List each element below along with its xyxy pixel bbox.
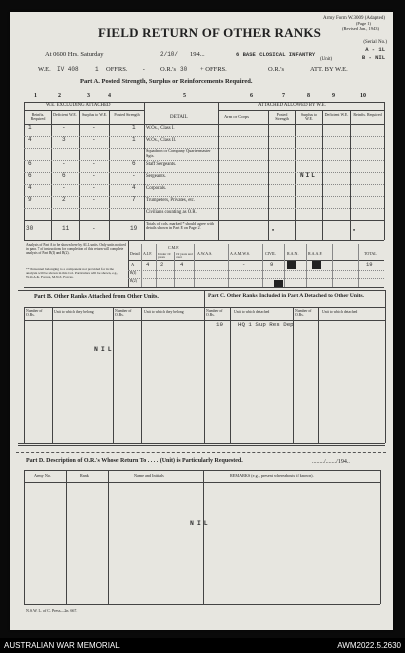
analysis-cmf-over19: 19 years and over	[176, 252, 193, 260]
redaction-mark	[312, 261, 321, 269]
cell-posted: 1	[132, 124, 136, 131]
cell-surplus: -	[92, 196, 96, 203]
part-d-head-army-no: Army No.	[34, 473, 51, 478]
army-form-line1: Army Form W.3009 (Adapted)	[323, 16, 385, 21]
analysis-col	[306, 244, 307, 287]
cell-deficient: 2	[62, 196, 66, 203]
row-rule	[24, 208, 384, 209]
redaction-mark	[287, 261, 296, 269]
cell-deficient: -	[62, 124, 66, 131]
head-deficient: Deficient W.E.	[53, 112, 77, 117]
cell-surplus: -	[92, 124, 96, 131]
part-b-head-unit: Unit to which they belong	[54, 310, 94, 314]
head-surplus-att: Surplus to W.E.	[300, 112, 318, 121]
row-rule	[24, 160, 384, 161]
analysis-divider	[128, 240, 129, 287]
cell-surplus: -	[92, 172, 96, 179]
part-b-c-head-top	[24, 307, 385, 308]
analysis-col	[332, 244, 333, 287]
analysis-col	[156, 244, 157, 287]
total-marker: •	[353, 228, 356, 234]
part-b-col	[24, 307, 25, 443]
part-b-col	[141, 307, 142, 443]
analysis-col	[228, 244, 229, 287]
form-sheet	[10, 12, 393, 630]
ors-label: O.R.'s	[160, 66, 176, 73]
table-a-col-divider	[295, 110, 296, 240]
col-number-2: 2	[58, 93, 61, 99]
part-d-bottom-rule	[24, 604, 380, 605]
col-number-6: 6	[250, 93, 253, 99]
ors-value: -	[142, 66, 146, 73]
total-surplus: -	[92, 225, 96, 232]
col-number-4: 4	[108, 93, 111, 99]
attached-nil: NIL	[300, 172, 317, 179]
analysis-col	[174, 252, 175, 287]
we-label: W.E.	[38, 66, 51, 73]
table-a-col-divider	[109, 110, 110, 240]
analysis-head-total: TOTAL	[364, 251, 377, 256]
cell-deficient: 3	[62, 136, 66, 143]
att-label: ATT. BY W.E.	[310, 66, 348, 73]
analysis-head-detail: Detail	[130, 251, 140, 256]
row-rule	[24, 196, 384, 197]
cell-reinfts: 4	[28, 136, 32, 143]
part-c-entry-unit: HQ 1 Sup Res Dep	[238, 321, 294, 328]
part-a-title: Part A. Posted Strength, Surplus or Reinforcements Required.	[80, 78, 253, 85]
row-detail: Trumpeters, Privates, etc.	[146, 198, 195, 203]
cell-deficient: -	[62, 184, 66, 191]
part-d-col	[108, 470, 109, 604]
group-attached: ATTACHED ALLOWED BY W.E.	[258, 103, 326, 108]
offrs-value: 1	[95, 66, 99, 73]
analysis-col	[141, 244, 142, 287]
analysis-head-rule	[128, 260, 384, 261]
head-surplus: Surplus to W.E.	[81, 112, 108, 117]
plus-offrs-value: 30	[180, 66, 188, 73]
analysis-head-aif: A.I.F.	[143, 251, 153, 256]
head-posted-strength-att: Posted Strength	[275, 112, 289, 121]
col-number-1: 1	[34, 93, 37, 99]
cell-reinfts: 1	[28, 124, 32, 131]
part-d-head-bottom	[24, 482, 380, 483]
cell-posted: 4	[132, 184, 136, 191]
we-value: IV 408	[57, 66, 79, 73]
table-a-left-edge	[24, 102, 25, 240]
analysis-head-cmf: C.M.F.	[168, 245, 180, 250]
cell-posted: 7	[132, 196, 136, 203]
head-posted-strength: Posted Strength	[114, 112, 140, 117]
part-c-head-unit-2: Unit to which detached	[322, 310, 358, 314]
total-marker: •	[272, 228, 275, 234]
at-line-year: 194...	[190, 51, 205, 58]
analysis-total-value: 19	[366, 261, 373, 268]
totals-detail: Totals of cols. marked * should agree with details shown in Part E on Page 2.	[146, 221, 214, 231]
part-c-title: Part C. Other Ranks Included in Part A Detached to Other Units.	[208, 293, 364, 299]
head-arm-corps: Arm or Corps	[224, 114, 249, 119]
total-reinfts: 30	[26, 225, 34, 232]
analysis-row-rule	[128, 278, 384, 279]
analysis-head-civil: CIVIL	[265, 251, 276, 256]
col-number-8: 8	[307, 93, 310, 99]
printer-note: N.S.W. L. of C. Press—2n. 667.	[26, 608, 78, 613]
serial-label: (Serial No.)	[363, 40, 387, 45]
part-b-c-bottom-rule	[18, 443, 385, 444]
at-line-prefix: At 0600 Hrs. Saturday	[45, 51, 104, 58]
col-number-7: 7	[282, 93, 285, 99]
redaction-mark	[274, 280, 283, 287]
col-number-3: 3	[87, 93, 90, 99]
row-detail: W.Os., Class II.	[146, 138, 177, 143]
analysis-cmf-over-value: 4	[180, 261, 184, 268]
head-reinfts-att: Reinfts. Required	[353, 112, 382, 117]
analysis-aamws-value: -	[242, 261, 246, 268]
analysis-row-label: B(2)	[130, 279, 137, 283]
cell-surplus: -	[92, 184, 96, 191]
table-a-col-divider	[350, 110, 351, 240]
row-detail: Staff Sergeants.	[146, 162, 177, 167]
part-b-col	[52, 307, 53, 443]
form-title: FIELD RETURN OF OTHER RANKS	[98, 25, 322, 40]
part-c-col	[318, 307, 319, 443]
table-a-col-divider	[218, 102, 219, 240]
cell-reinfts: 4	[28, 184, 32, 191]
part-b-head-unit-2: Unit to which they belong	[144, 310, 184, 314]
right-code-a: A - 1L	[365, 46, 385, 53]
head-detail: DETAIL	[170, 115, 188, 120]
analysis-aif-value: 4	[146, 261, 150, 268]
analysis-bottom-rule	[24, 287, 384, 288]
part-d-head-remarks: REMARKS (e.g., present whereabouts if known).	[230, 473, 314, 478]
part-d-col	[380, 470, 381, 604]
cell-deficient: 6	[62, 172, 66, 179]
cell-reinfts: 6	[28, 160, 32, 167]
part-b-head-number-2: Number of O.Rs.	[115, 309, 132, 317]
analysis-col	[194, 244, 195, 287]
footer-left-text: AUSTRALIAN WAR MEMORIAL	[4, 641, 120, 650]
analysis-cmf-under19: Under 19 years	[158, 252, 171, 260]
table-a-col-divider	[268, 110, 269, 240]
part-d-col	[66, 470, 67, 604]
cell-deficient: -	[62, 160, 66, 167]
army-form-line2: (Page 1)	[355, 21, 371, 26]
row-rule	[24, 136, 384, 137]
part-d-nil: NIL	[190, 520, 211, 527]
part-d-col	[24, 470, 25, 604]
analysis-head-aamws: A.A.M.W.S.	[230, 251, 250, 256]
analysis-row-label: A	[131, 262, 135, 267]
row-detail: Squadron or Company Quartermaster Sgts.	[146, 148, 211, 158]
part-b-c-bottom-rule-2	[18, 445, 385, 446]
part-d-head-rank: Rank	[80, 473, 89, 478]
part-b-c-divider	[204, 290, 205, 443]
part-c-head-number: Number of O.Rs.	[206, 309, 223, 317]
analysis-text: Analysis of Part A to be shown here by ALL units. Only units noticed in para. 7 of instructions for completion of this return will complete analysis of Part B(I) and B(2).	[26, 243, 126, 256]
total-posted: 19	[130, 225, 138, 232]
part-d-head-top	[24, 470, 380, 471]
col-number-9: 9	[332, 93, 335, 99]
row-detail: W.Os., Class I.	[146, 126, 175, 131]
table-a-bottom-rule	[24, 240, 384, 241]
analysis-row-label: B(I)	[130, 271, 137, 275]
table-a-col-divider	[51, 110, 52, 240]
army-form-line3: (Revised Jan., 1943)	[342, 26, 379, 31]
table-a-group-rule-right	[218, 110, 384, 111]
table-a-col-divider	[144, 102, 145, 240]
plus-ors-label: O.R.'s	[268, 66, 284, 73]
analysis-head-awas: A.W.A.S.	[197, 251, 213, 256]
tear-line	[16, 452, 386, 453]
head-reinfts-required: Reinfts. Required	[30, 112, 46, 121]
part-b-nil: NIL	[94, 346, 115, 353]
part-d-title-suffix: ......../......./194..	[312, 459, 350, 465]
table-a-head-rule	[24, 124, 384, 125]
part-b-col	[113, 307, 114, 443]
archive-footer	[0, 638, 405, 653]
total-deficient: 11	[62, 225, 70, 232]
analysis-cmf-under-value: 2	[160, 261, 164, 268]
row-detail: Sergeants.	[146, 174, 166, 179]
part-b-c-top-rule	[18, 290, 385, 291]
part-d-title: Part D. Description of O.R.'s Whose Return To . . . . (Unit) is Particularly Requested.	[26, 458, 243, 464]
table-a-group-rule-left	[24, 110, 144, 111]
table-a-col-divider	[322, 110, 323, 240]
analysis-head-raaf: R.A.A.F.	[308, 251, 323, 256]
part-c-head-unit: Unit to which detached	[234, 310, 270, 314]
analysis-row-rule	[128, 270, 384, 271]
right-code-b: B - NIL	[361, 54, 385, 61]
row-rule	[24, 184, 384, 185]
analysis-civil-value: 9	[270, 261, 274, 268]
table-a-col-divider	[79, 110, 80, 240]
analysis-col	[262, 244, 263, 287]
unit-stamp: 6 BASE CLOSICAL INFANTRY	[236, 51, 316, 58]
part-b-c-head-bottom	[24, 320, 385, 321]
cell-posted: 6	[132, 160, 136, 167]
row-rule	[24, 172, 384, 173]
cell-surplus: -	[92, 160, 96, 167]
plus-offrs-label: + OFFRS.	[200, 66, 227, 73]
analysis-col	[358, 244, 359, 287]
col-number-10: 10	[360, 93, 366, 99]
head-deficient-att: Deficient W.E.	[324, 112, 349, 117]
cell-reinfts: 6	[28, 172, 32, 179]
analysis-note: ** Personnel belonging to a component not provided for in the analysis will be shown in this Col. Particulars will be shown, e.g., W.O.A.K. Forces, M.N.Z. Forces.	[26, 267, 119, 280]
row-detail: Corporals.	[146, 186, 167, 191]
cell-posted: 1	[132, 136, 136, 143]
table-a-right-edge	[384, 102, 385, 240]
part-d-head-name: Name and Initials	[134, 473, 164, 478]
part-c-col	[230, 307, 231, 443]
cell-reinfts: 9	[28, 196, 32, 203]
part-c-head-number-2: Number of O.Rs.	[295, 309, 312, 317]
footer-right-text: AWM2022.5.2630	[337, 641, 401, 650]
unit-suffix: (Unit)	[320, 57, 333, 62]
cell-surplus: -	[92, 136, 96, 143]
row-detail: Civilians counting as O.R.	[146, 210, 197, 215]
col-number-5: 5	[183, 93, 186, 99]
offrs-label: OFFRS.	[106, 66, 128, 73]
part-d-col	[203, 470, 204, 604]
group-we-excluding: W.E. EXCLUDING ATTACHED	[46, 103, 111, 108]
part-c-entry-number: 19	[216, 321, 223, 328]
analysis-col	[284, 244, 285, 287]
analysis-head-ran: R.A.N.	[287, 251, 299, 256]
part-c-right-edge	[385, 290, 386, 443]
part-b-head-number: Number of O.Rs.	[26, 309, 43, 317]
at-line-date: 2/10/	[160, 51, 179, 58]
part-b-title: Part B. Other Ranks Attached from Other Units.	[34, 294, 159, 300]
cell-posted: -	[132, 172, 136, 179]
